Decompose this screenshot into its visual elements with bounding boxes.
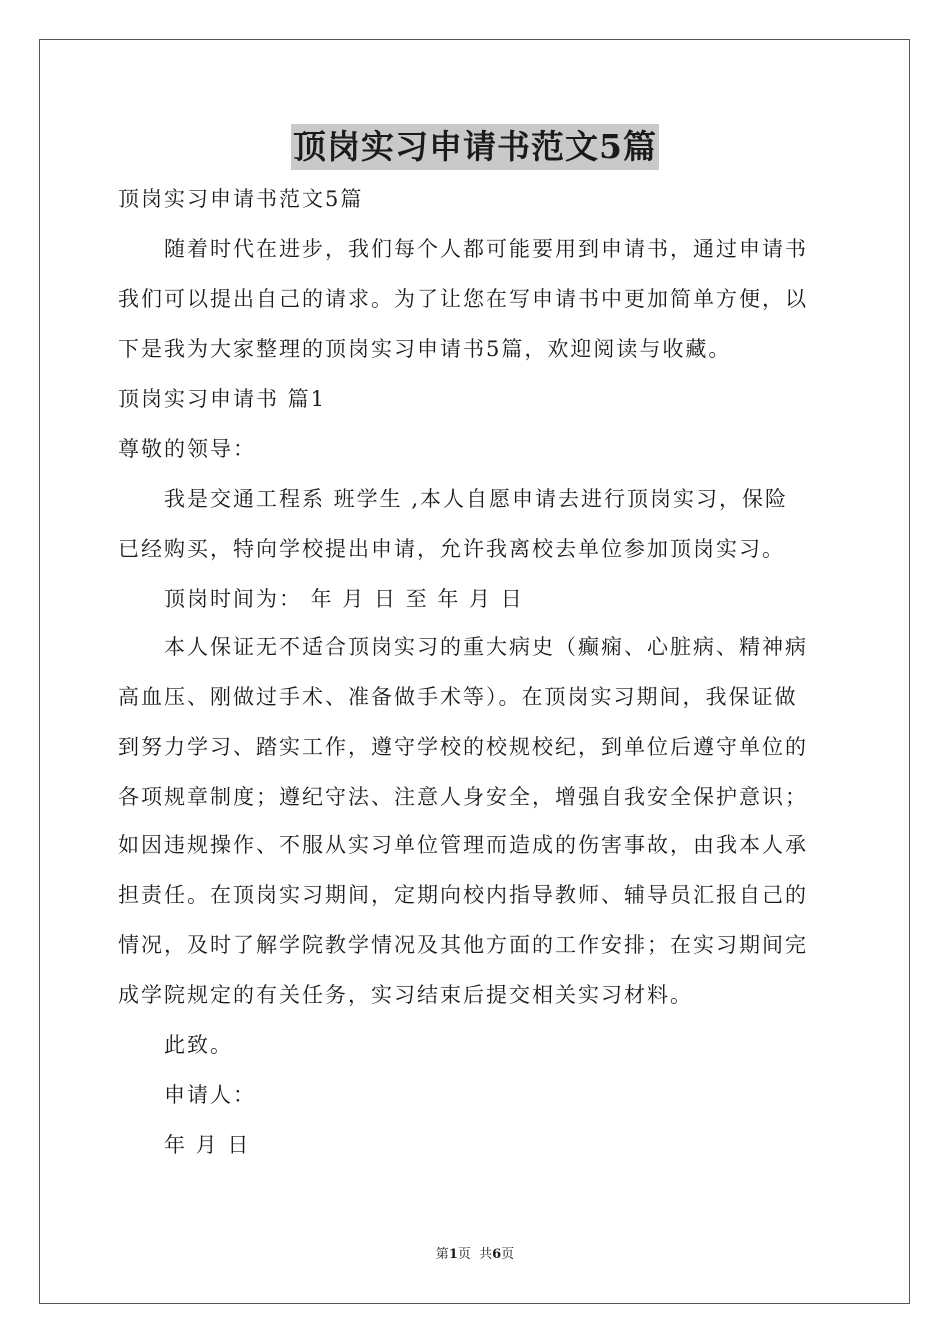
- closing-line: 此致。: [164, 1033, 233, 1057]
- salutation: 尊敬的领导：: [118, 437, 256, 461]
- footer-current-page: 1: [448, 1247, 458, 1262]
- title-container: [0, 124, 950, 170]
- period-line: 顶岗时间为： 年 月 日 至 年 月 日: [164, 587, 524, 611]
- body-line: 各项规章制度；遵纪守法、注意人身安全，增强自我安全保护意识；: [118, 785, 808, 809]
- section-heading: 顶岗实习申请书 篇1: [118, 387, 327, 411]
- body-line: 我是交通工程系 班学生 ,本人自愿申请去进行顶岗实习，保险: [164, 487, 789, 511]
- body-line: 到努力学习、踏实工作，遵守学校的校规校纪，到单位后遵守单位的: [118, 735, 808, 759]
- footer-suffix: 页: [501, 1247, 515, 1262]
- footer-mid: 页 共: [457, 1247, 493, 1262]
- applicant-line: 申请人：: [164, 1083, 256, 1107]
- intro-line: 我们可以提出自己的请求。为了让您在写申请书中更加简单方便，以: [118, 287, 808, 311]
- body-line: 本人保证无不适合顶岗实习的重大病史（癫痫、心脏病、精神病: [164, 635, 808, 659]
- page-border: [39, 39, 910, 1304]
- body-line: 担责任。在顶岗实习期间，定期向校内指导教师、辅导员汇报自己的: [118, 883, 808, 907]
- document-title: 顶岗实习申请书范文5篇: [291, 124, 659, 170]
- footer-total-pages: 6: [492, 1247, 502, 1262]
- page-footer: [0, 1246, 950, 1264]
- footer-prefix: 第: [435, 1247, 449, 1262]
- subtitle-line: 顶岗实习申请书范文5篇: [118, 187, 364, 211]
- body-line: 已经购买，特向学校提出申请，允许我离校去单位参加顶岗实习。: [118, 537, 785, 561]
- body-line: 情况，及时了解学院教学情况及其他方面的工作安排；在实习期间完: [118, 933, 808, 957]
- body-line: 成学院规定的有关任务，实习结束后提交相关实习材料。: [118, 983, 693, 1007]
- intro-line: 下是我为大家整理的顶岗实习申请书5篇，欢迎阅读与收藏。: [118, 337, 732, 361]
- body-line: 高血压、刚做过手术、准备做手术等）。在顶岗实习期间，我保证做: [118, 685, 798, 709]
- body-line: 如因违规操作、不服从实习单位管理而造成的伤害事故，由我本人承: [118, 833, 808, 857]
- intro-line: 随着时代在进步，我们每个人都可能要用到申请书，通过申请书: [164, 237, 808, 261]
- date-line: 年 月 日: [164, 1133, 251, 1157]
